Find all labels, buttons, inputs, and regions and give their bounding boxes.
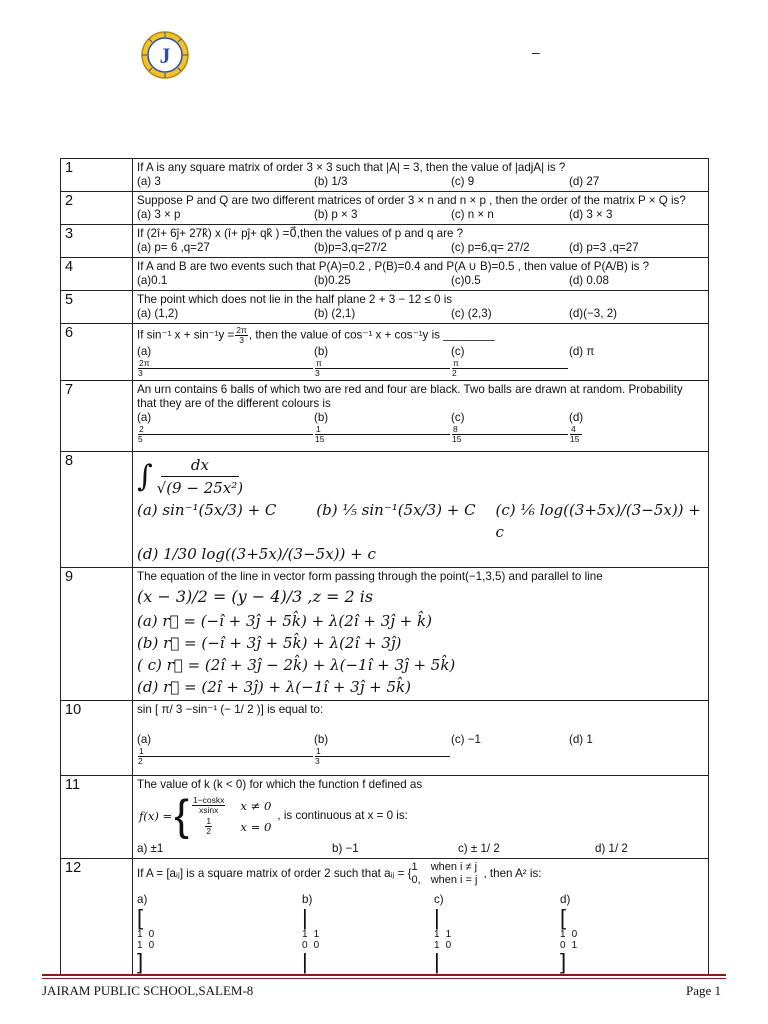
option-c: (c)0.5: [451, 274, 481, 287]
question-text: sin [ π/ 3 −sin⁻¹ (− 1/ 2 )] is equal to:: [137, 703, 324, 716]
option-b: b) −1: [332, 842, 359, 855]
option-b: (b) π 3: [314, 345, 451, 378]
question-cell: [133, 225, 709, 258]
option-a: (a) 1 2: [137, 733, 314, 766]
school-name: JAIRAM PUBLIC SCHOOL,SALEM-8: [42, 983, 254, 998]
question-number: 12: [61, 859, 133, 976]
question-cell: [133, 291, 709, 324]
question-text: The equation of the line in vector form passing through the point(−1,3,5) and parallel to line: [137, 570, 603, 583]
option-b: b) | 1 1 0 0 |: [302, 893, 320, 974]
piecewise-function: f(x) = { $\frac{\text{1−coskx}}{xsinx}$ x ≠ 0 $\frac{1}{2}$ x = 0 , is continuous at x = 0 is:: [139, 791, 408, 840]
option-c: c) | 1 1 1 0 |: [434, 893, 452, 974]
options: [137, 499, 705, 543]
option-b: (b) (2,1): [314, 307, 356, 320]
option-c: (c) p=6,q= 27/2: [451, 241, 530, 254]
option-d: (d) 3 × 3: [569, 208, 613, 221]
options: [137, 893, 705, 973]
condition: x = 0: [240, 819, 272, 834]
options: [137, 175, 705, 189]
page-number: Page 1: [685, 983, 721, 998]
option-b: (b) 1 3: [314, 733, 451, 766]
option-c: c) ± 1/ 2: [458, 842, 500, 855]
option-a: a) ±1: [137, 842, 164, 855]
question-row: [61, 701, 709, 776]
option-c: (c) 8 15: [451, 411, 569, 444]
question-cell: [133, 776, 709, 859]
question-text: The value of k (k < 0) for which the function f defined as: [137, 778, 423, 791]
question-cell: [133, 159, 709, 192]
fraction: [235, 326, 248, 345]
footer-rule: [42, 978, 726, 979]
option-d: (d) 27: [569, 175, 600, 188]
question-row: [61, 859, 709, 976]
question-text: [137, 326, 705, 345]
integrand-numerator: dx: [161, 454, 239, 477]
question-number: 6: [61, 324, 133, 381]
option-d: (d) 1/30 log((3+5x)/(3−5x)) + c: [137, 545, 376, 563]
question-text: An urn contains 6 balls of which two are red and four are black. Two balls are drawn at random. Probability that they are of the different colours is: [137, 383, 683, 410]
question-row: [61, 192, 709, 225]
option-c: (c) −1: [451, 733, 481, 746]
options: [137, 274, 705, 288]
option-a: (a) sin⁻¹(5x/3) + C: [137, 501, 277, 519]
question-cell: [133, 568, 709, 701]
question-cell: [133, 258, 709, 291]
question-number: 1: [61, 159, 133, 192]
question-row: [61, 225, 709, 258]
footer-rule: [42, 974, 726, 976]
question-cell: [133, 452, 709, 568]
option-b: (b) r⃗ = (−î + 3ĵ + 5k̂) + λ(2î + 3ĵ): [137, 634, 402, 652]
option-d: (d) 1: [569, 733, 593, 746]
option-a: (a)0.1: [137, 274, 168, 287]
option-a: (a) 2π 3: [137, 345, 314, 378]
question-row: [61, 776, 709, 859]
question-row: [61, 452, 709, 568]
options: [137, 842, 705, 856]
option-a: (a) (1,2): [137, 307, 179, 320]
question-cell: [133, 381, 709, 452]
question-number: 3: [61, 225, 133, 258]
question-row: [61, 159, 709, 192]
question-number: 11: [61, 776, 133, 859]
question-text-part: If sin⁻¹ x + sin⁻¹y =: [137, 328, 235, 342]
option-b: (b) 1 15: [314, 411, 451, 444]
denominator: 3: [239, 335, 244, 345]
options: [137, 345, 705, 378]
question-cell: [133, 701, 709, 776]
question-number: 2: [61, 192, 133, 225]
option-b: (b) ⅕ sin⁻¹(5x/3) + C: [316, 501, 476, 519]
question-text: If A = [aᵢⱼ] is a square matrix of order 2 such that aᵢⱼ = { 1 when i ≠ j 0, when i = j , then A² is:: [137, 861, 542, 886]
question-number: 8: [61, 452, 133, 568]
option-a: a) [ 1 0 1 0 ]: [137, 893, 155, 974]
question-table: [60, 158, 709, 976]
options: [137, 307, 705, 321]
option-d: d) 1/ 2: [595, 842, 628, 855]
option-a: (a) 2 5: [137, 411, 314, 444]
integral-sign: ∫: [137, 458, 153, 494]
numerator: 2π: [236, 325, 247, 335]
integral-expression: [137, 454, 705, 499]
option-d: (d) π: [569, 345, 595, 358]
option-c: ( c) r⃗ = (2î + 3ĵ − 2k̂) + λ(−1î + 3ĵ + 5k̂): [137, 656, 456, 674]
options: [137, 208, 705, 222]
option-b: (b)p=3,q=27/2: [314, 241, 387, 254]
question-number: 7: [61, 381, 133, 452]
question-row: [61, 324, 709, 381]
question-cell: [133, 324, 709, 381]
question-text: If A is any square matrix of order 3 × 3 such that |A| = 3, then the value of |adjA| is ?: [137, 161, 566, 174]
option-a: (a) 3 × p: [137, 208, 181, 221]
school-logo: [140, 30, 190, 80]
question-number: 4: [61, 258, 133, 291]
option-b: (b) 1/3: [314, 175, 348, 188]
question-text-part: , then the value of cos⁻¹ x + cos⁻¹y is ________: [248, 328, 495, 342]
logo-letter: J: [159, 43, 171, 68]
header-dash: –: [532, 44, 540, 60]
question-number: 9: [61, 568, 133, 701]
option-d: (d) 0.08: [569, 274, 609, 287]
option-c: (c) n × n: [451, 208, 494, 221]
option-d: (d) p=3 ,q=27: [569, 241, 639, 254]
options: [137, 733, 705, 766]
option-d: (d) r⃗ = (2î + 3ĵ) + λ(−1î + 3ĵ + 5k̂): [137, 678, 411, 696]
option-c: (c) ⅙ log((3+5x)/(3−5x)) + c: [495, 501, 701, 541]
option-c: (c) (2,3): [451, 307, 492, 320]
integrand-denominator: √(9 − 25x²): [156, 479, 244, 497]
function-label: f(x) =: [139, 809, 173, 823]
option-b: (b) p × 3: [314, 208, 358, 221]
option-d: d) [ 1 0 0 1 ]: [560, 893, 578, 974]
question-cell: [133, 859, 709, 976]
option-b: (b)0.25: [314, 274, 351, 287]
option-c: (c) 9: [451, 175, 475, 188]
question-row: [61, 381, 709, 452]
option-a: (a) p= 6 ,q=27: [137, 241, 210, 254]
question-text: If A and B are two events such that P(A)=0.2 , P(B)=0.4 and P(A ∪ B)=0.5 , then value of P(A/B) is ?: [137, 260, 650, 273]
line-equation: (x − 3)/2 = (y − 4)/3 ,z = 2 is: [137, 587, 374, 606]
option-d: (d) 4 15: [569, 411, 584, 444]
condition: x ≠ 0: [240, 798, 272, 813]
option-a: (a) 3: [137, 175, 161, 188]
question-row: [61, 258, 709, 291]
options: [137, 411, 705, 444]
question-row: [61, 568, 709, 701]
question-number: 10: [61, 701, 133, 776]
options: [137, 241, 705, 255]
option-c: (c) π 2: [451, 345, 569, 378]
question-text: Suppose P and Q are two different matrices of order 3 × n and n × p , then the order of the matrix P × Q is?: [137, 194, 686, 207]
question-number: 5: [61, 291, 133, 324]
option-d: (d)(−3, 2): [569, 307, 617, 320]
question-row: [61, 291, 709, 324]
question-cell: [133, 192, 709, 225]
option-a: (a) r⃗ = (−î + 3ĵ + 5k̂) + λ(2î + 3ĵ + k̂): [137, 612, 432, 630]
question-text-part: , is continuous at x = 0 is:: [277, 809, 408, 822]
brace: {: [174, 791, 189, 840]
question-text: If (2î+ 6ĵ+ 27k̂) x (î+ pĵ+ qk̂ ) =0⃗,then the values of p and q are ?: [137, 227, 464, 240]
question-text: The point which does not lie in the half plane 2 + 3 − 12 ≤ 0 is: [137, 293, 453, 306]
